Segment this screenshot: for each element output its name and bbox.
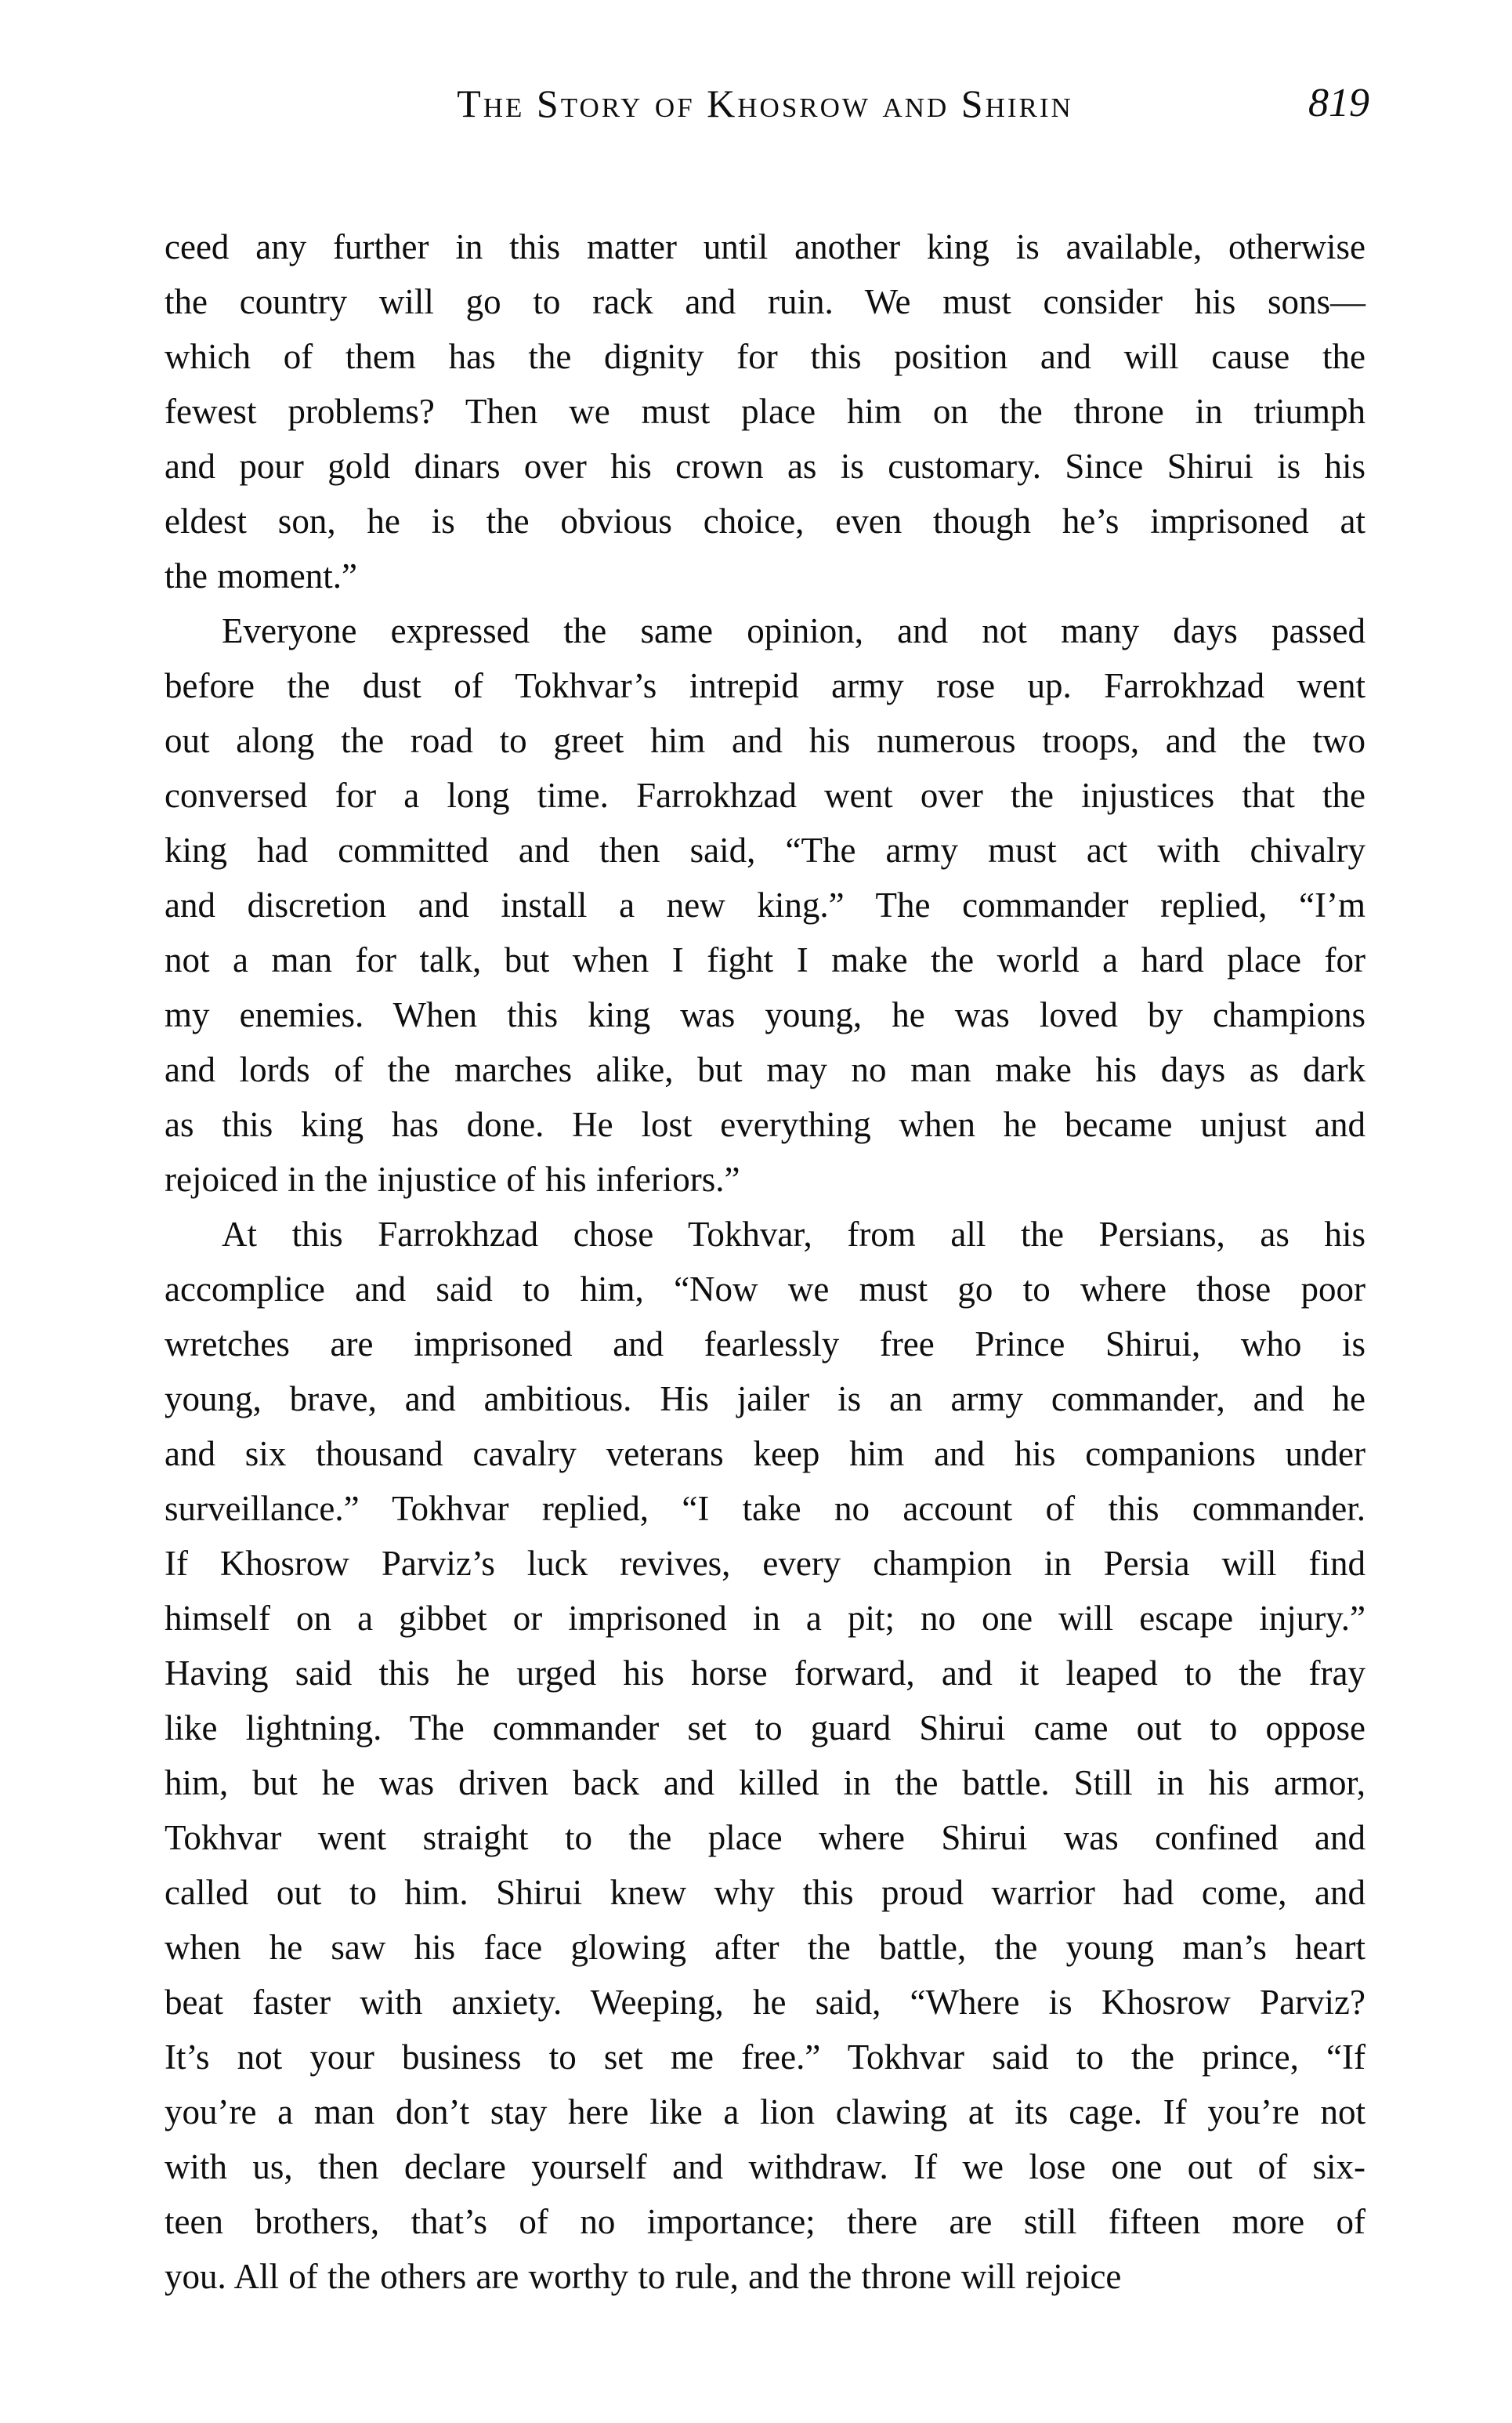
- text-line: eldest son, he is the obvious choice, even though he’s imprisoned at: [165, 502, 1366, 541]
- text-line: out along the road to greet him and his numerous troops, and the two: [165, 721, 1366, 760]
- text-line: and pour gold dinars over his crown as is customary. Since Shirui is his: [165, 447, 1366, 486]
- text-line: when he saw his face glowing after the battle, the young man’s heart: [165, 1928, 1366, 1967]
- text-line: which of them has the dignity for this position and will cause the: [165, 337, 1366, 376]
- text-line: you’re a man don’t stay here like a lion clawing at its cage. If you’re not: [165, 2092, 1366, 2131]
- text-line: and six thousand cavalry veterans keep him and his companions under: [165, 1434, 1366, 1473]
- text-line: surveillance.” Tokhvar replied, “I take no account of this commander.: [165, 1489, 1366, 1528]
- text-line: and lords of the marches alike, but may no man make his days as dark: [165, 1050, 1366, 1089]
- text-line: Having said this he urged his horse forward, and it leaped to the fray: [165, 1653, 1366, 1693]
- text-line: himself on a gibbet or imprisoned in a pit; no one will escape injury.”: [165, 1599, 1366, 1638]
- text-line: ceed any further in this matter until another king is available, otherwise: [165, 227, 1366, 266]
- text-line: and discretion and install a new king.” The commander replied, “I’m: [165, 886, 1366, 925]
- text-line: rejoiced in the injustice of his inferiors.”: [165, 1160, 740, 1199]
- page-header: [165, 81, 1369, 129]
- text-line: Tokhvar went straight to the place where Shirui was confined and: [165, 1818, 1366, 1857]
- text-line: wretches are imprisoned and fearlessly free Prince Shirui, who is: [165, 1324, 1366, 1364]
- page-number: 819: [1308, 81, 1369, 125]
- text-line: like lightning. The commander set to guard Shirui came out to oppose: [165, 1708, 1366, 1748]
- text-line: It’s not your business to set me free.” Tokhvar said to the prince, “If: [165, 2037, 1366, 2077]
- text-line: conversed for a long time. Farrokhzad went over the injustices that the: [165, 776, 1366, 815]
- text-line: the moment.”: [165, 556, 357, 596]
- text-line: as this king has done. He lost everything when he became unjust and: [165, 1105, 1366, 1144]
- text-line: accomplice and said to him, “Now we must go to where those poor: [165, 1269, 1366, 1309]
- text-line: Everyone expressed the same opinion, and not many days passed: [222, 611, 1366, 650]
- text-line: king had committed and then said, “The army must act with chivalry: [165, 831, 1366, 870]
- text-line: not a man for talk, but when I fight I make the world a hard place for: [165, 940, 1366, 980]
- text-line: the country will go to rack and ruin. We must consider his sons—: [165, 282, 1366, 321]
- text-line: with us, then declare yourself and withdraw. If we lose one out of six-: [165, 2147, 1366, 2186]
- text-line: young, brave, and ambitious. His jailer is an army commander, and he: [165, 1379, 1366, 1418]
- body-text: [165, 219, 1366, 2304]
- text-line: my enemies. When this king was young, he was loved by champions: [165, 995, 1366, 1034]
- text-line: beat faster with anxiety. Weeping, he said, “Where is Khosrow Parviz?: [165, 1983, 1366, 2022]
- text-line: If Khosrow Parviz’s luck revives, every champion in Persia will find: [165, 1544, 1366, 1583]
- text-line: before the dust of Tokhvar’s intrepid army rose up. Farrokhzad went: [165, 666, 1366, 705]
- text-line: At this Farrokhzad chose Tokhvar, from all the Persians, as his: [222, 1215, 1366, 1254]
- text-line: called out to him. Shirui knew why this proud warrior had come, and: [165, 1873, 1366, 1912]
- text-line: fewest problems? Then we must place him on the throne in triumph: [165, 392, 1366, 431]
- running-title: The Story of Khosrow and Shirin: [457, 81, 1073, 125]
- text-line: teen brothers, that’s of no importance; there are still fifteen more of: [165, 2202, 1366, 2241]
- text-line: him, but he was driven back and killed in the battle. Still in his armor,: [165, 1763, 1366, 1802]
- text-line: you. All of the others are worthy to rule, and the throne will rejoice: [165, 2257, 1122, 2296]
